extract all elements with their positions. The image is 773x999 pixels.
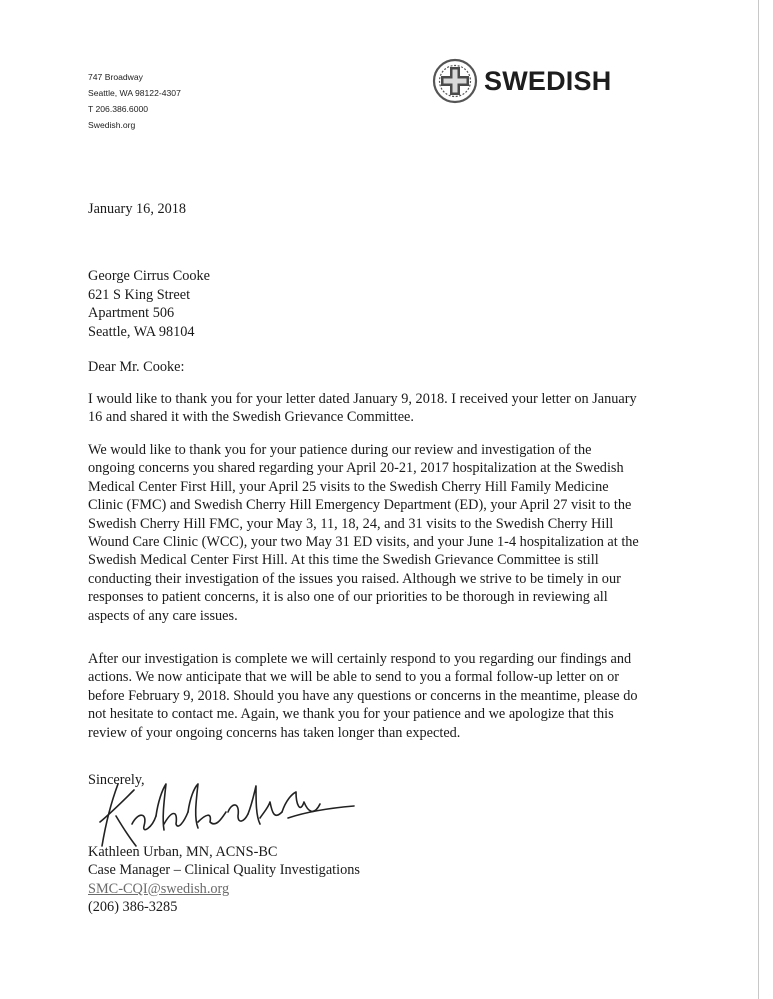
salutation: Dear Mr. Cooke:	[88, 359, 185, 375]
closing: Sincerely,	[88, 772, 145, 788]
swedish-logo	[432, 58, 611, 104]
address-line-city: Seattle, WA 98122-4307	[88, 88, 181, 98]
signer-name: Kathleen Urban, MN, ACNS-BC	[88, 844, 278, 860]
signer-email-link[interactable]: SMC-CQI@swedish.org	[88, 880, 230, 897]
recipient-name: George Cirrus Cooke	[88, 268, 211, 284]
body-paragraph-2: We would like to thank you for your patience during our review and investigation of the ongoing concerns you shared regarding your April 20-21, 2017 hospitalization at the Swedish Medical Center First Hill, your April 25 visits to the Swedish Cherry Hill Family Medicine Clinic (FMC) and Swedish Cherry Hill Emergency Department (ED), your April 27 visit to the Swedish Cherry Hill FMC, your May 3, 11, 18, 24, and 31 visits to the Swedish Cherry Hill Wound Care Clinic (WCC), your two May 31 ED visits, and your June 1-4 hospitalization at the Swedish Medical Center First Hill. At this time the Swedish Grievance Committee is still conducting their investigation of the issues you raised. Although we strive to be timely in our responses to patient concerns, it is also one of our priorities to be thorough in reviewing all aspects of any care issues.	[88, 442, 639, 624]
address-line-phone: T 206.386.6000	[88, 104, 149, 114]
handwritten-signature	[92, 772, 360, 852]
signer-phone: (206) 386-3285	[88, 899, 178, 916]
recipient-street: 621 S King Street	[88, 286, 191, 303]
signer-title: Case Manager – Clinical Quality Investigations	[88, 862, 360, 879]
address-line-street: 747 Broadway	[88, 72, 143, 82]
recipient-address	[88, 267, 648, 341]
signer-block	[88, 843, 648, 917]
recipient-apartment: Apartment 506	[88, 305, 175, 322]
return-address	[88, 69, 181, 133]
logo-wordmark: SWEDISH	[484, 65, 612, 96]
body-paragraph-1: I would like to thank you for your letter dated January 9, 2018. I received your letter on January 16 and shared it with the Swedish Grievance Committee.	[88, 391, 637, 426]
letter-date: January 16, 2018	[88, 201, 187, 217]
swedish-cross-emblem-icon	[432, 58, 478, 104]
recipient-city: Seattle, WA 98104	[88, 323, 195, 340]
body-paragraph-3: After our investigation is complete we will certainly respond to you regarding our findings and actions. We now anticipate that we will be able to send to you a formal follow-up letter on or before February 9, 2018. Should you have any questions or concerns in the meantime, please do not hesitate to contact me. Again, we thank you for your patience and we apologize that this review of your ongoing concerns has taken longer than expected.	[88, 651, 638, 741]
page-edge-line	[758, 0, 759, 999]
address-line-website: Swedish.org	[88, 120, 136, 130]
